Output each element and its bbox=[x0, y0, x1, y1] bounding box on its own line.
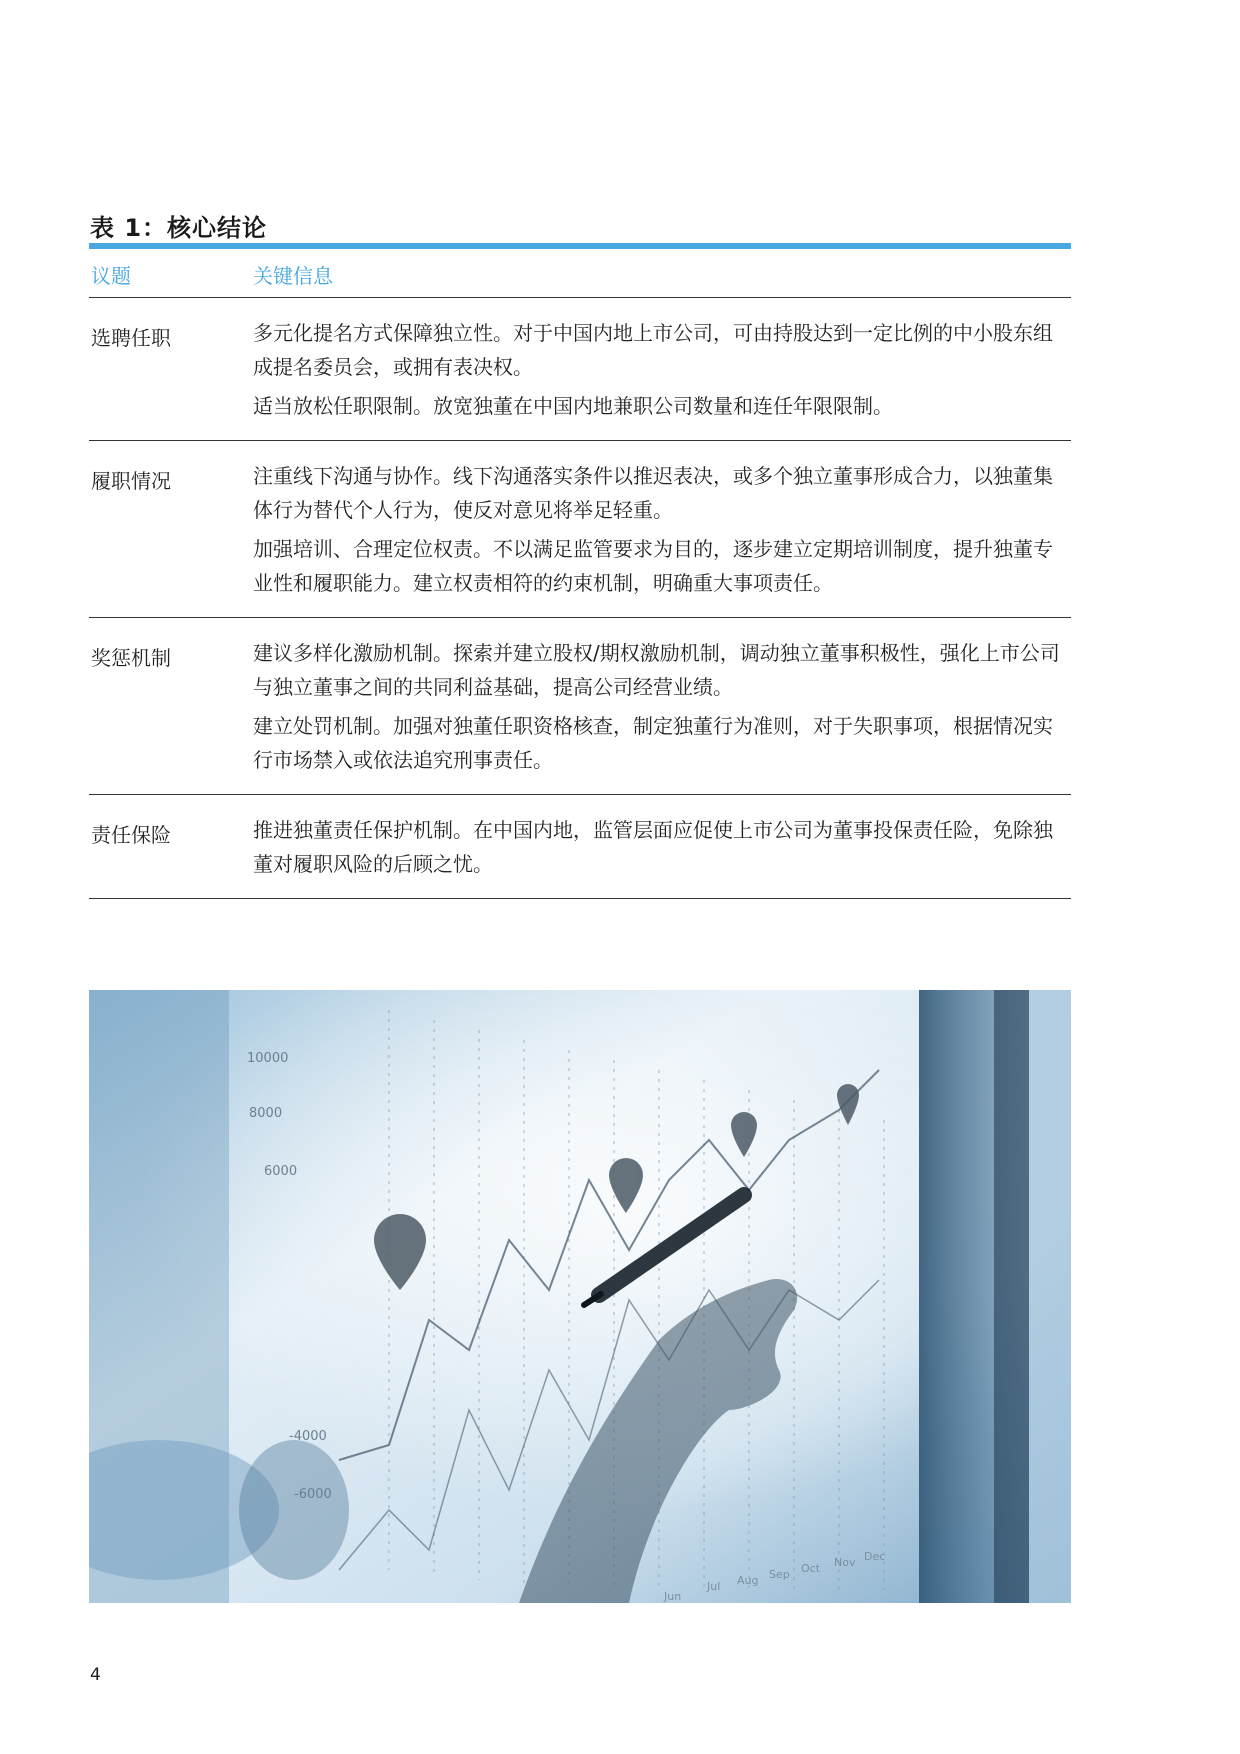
axis-label-y: 10000 bbox=[247, 1051, 289, 1066]
row-topic: 履职情况 bbox=[91, 469, 171, 493]
table-row bbox=[89, 618, 1071, 795]
month-label: Jun bbox=[664, 1590, 682, 1603]
axis-label-y: 8000 bbox=[249, 1106, 283, 1121]
title-rule bbox=[89, 243, 1071, 249]
row-paragraph: 建议多样化激励机制。探索并建立股权/期权激励机制，调动独立董事积极性，强化上市公司与独立董事之间的共同利益基础，提高公司经营业绩。 bbox=[253, 641, 1060, 699]
row-info bbox=[253, 316, 1071, 428]
month-label: Sep bbox=[769, 1568, 790, 1581]
month-label: Dec bbox=[864, 1550, 886, 1563]
month-label: Aug bbox=[737, 1574, 759, 1587]
axis-label-y: -6000 bbox=[294, 1487, 332, 1502]
table-title: 表 1：核心结论 bbox=[90, 214, 268, 242]
business-chart-photo bbox=[89, 990, 1071, 1603]
photo-illustration bbox=[89, 990, 1071, 1603]
axis-label-y: -4000 bbox=[289, 1429, 327, 1444]
axis-label-y: 6000 bbox=[264, 1164, 298, 1179]
row-topic: 选聘任职 bbox=[91, 326, 171, 350]
month-label: Jul bbox=[707, 1580, 721, 1593]
table-row bbox=[89, 795, 1071, 899]
row-paragraph: 多元化提名方式保障独立性。对于中国内地上市公司，可由持股达到一定比例的中小股东组成提名委员会，或拥有表决权。 bbox=[253, 321, 1053, 379]
row-topic: 责任保险 bbox=[91, 823, 171, 847]
conclusions-table bbox=[89, 250, 1071, 899]
month-label: Nov bbox=[834, 1556, 856, 1569]
table-row bbox=[89, 441, 1071, 618]
month-label: Oct bbox=[801, 1562, 821, 1575]
header-info: 关键信息 bbox=[253, 264, 333, 288]
header-topic: 议题 bbox=[91, 264, 131, 288]
row-paragraph: 注重线下沟通与协作。线下沟通落实条件以推迟表决，或多个独立董事形成合力，以独董集体行为替代个人行为，使反对意见将举足轻重。 bbox=[253, 464, 1053, 522]
row-topic: 奖惩机制 bbox=[91, 646, 171, 670]
table-row bbox=[89, 298, 1071, 441]
row-paragraph: 适当放松任职限制。放宽独董在中国内地兼职公司数量和连任年限限制。 bbox=[253, 394, 893, 418]
row-paragraph: 建立处罚机制。加强对独董任职资格核查，制定独董行为准则，对于失职事项，根据情况实行市场禁入或依法追究刑事责任。 bbox=[253, 714, 1053, 772]
page-number: 4 bbox=[90, 1665, 101, 1685]
table-header bbox=[89, 250, 1071, 298]
row-paragraph: 推进独董责任保护机制。在中国内地，监管层面应促使上市公司为董事投保责任险，免除独董对履职风险的后顾之忧。 bbox=[253, 818, 1053, 876]
row-info bbox=[253, 813, 1071, 886]
row-paragraph: 加强培训、合理定位权责。不以满足监管要求为目的，逐步建立定期培训制度，提升独董专业性和履职能力。建立权责相符的约束机制，明确重大事项责任。 bbox=[253, 537, 1053, 595]
row-info bbox=[253, 459, 1071, 605]
row-info bbox=[253, 636, 1071, 782]
